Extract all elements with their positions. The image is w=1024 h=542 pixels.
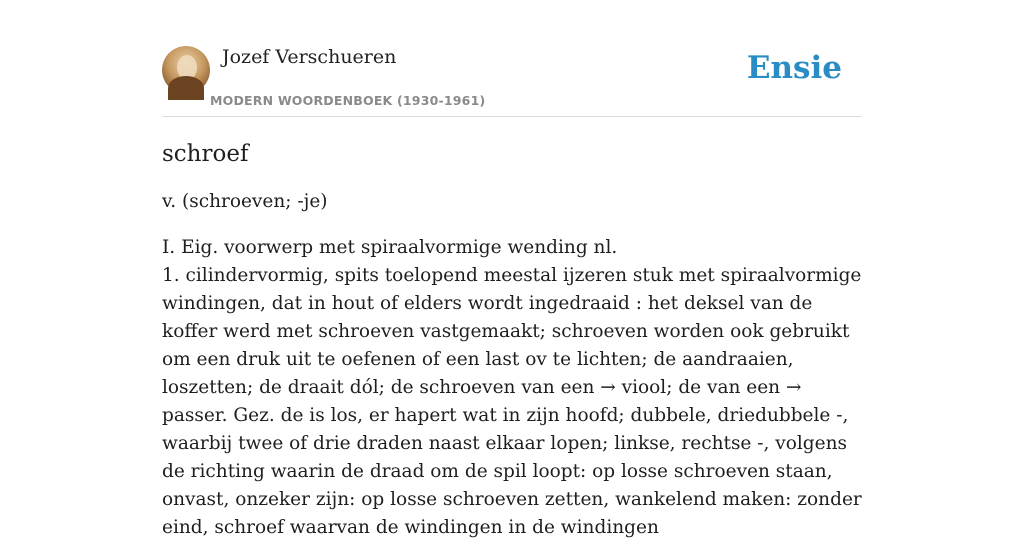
- author-name[interactable]: Jozef Verschueren: [222, 46, 397, 68]
- header: [162, 0, 862, 117]
- entry-content: [162, 138, 862, 542]
- avatar-body: [168, 76, 204, 100]
- definition: [162, 234, 862, 542]
- definition-body: 1. cilindervormig, spits toelopend meestal ijzeren stuk met spiraalvormige windingen, dat in hout of elders wordt ingedraaid : het deksel van de koffer werd met schroeven vastgemaakt; schroeven worden ook gebruikt om een druk uit te oefenen of een last ov te lichten; de aandraaien, loszetten; de draait dól; de schroeven van een → viool; de van een → passer. Gez. de is los, er hapert wat in zijn hoofd; dubbele, driedubbele -, waarbij twee of drie draden naast elkaar lopen; linkse, rechtse -, volgens de richting waarin de draad om de spil loopt: op losse schroeven staan, onvast, onzeker zijn: op losse schroeven zetten, wankelend maken: zonder eind, schroef waarvan de windingen in de windingen: [162, 265, 862, 538]
- brand-logo[interactable]: Ensie: [746, 50, 842, 86]
- author-avatar[interactable]: [162, 46, 210, 94]
- grammar-info: v. (schroeven; -je): [162, 191, 328, 212]
- source-label[interactable]: MODERN WOORDENBOEK (1930-1961): [210, 93, 486, 108]
- definition-heading: I. Eig. voorwerp met spiraalvormige wending nl.: [162, 237, 618, 258]
- headword: schroef: [162, 141, 249, 167]
